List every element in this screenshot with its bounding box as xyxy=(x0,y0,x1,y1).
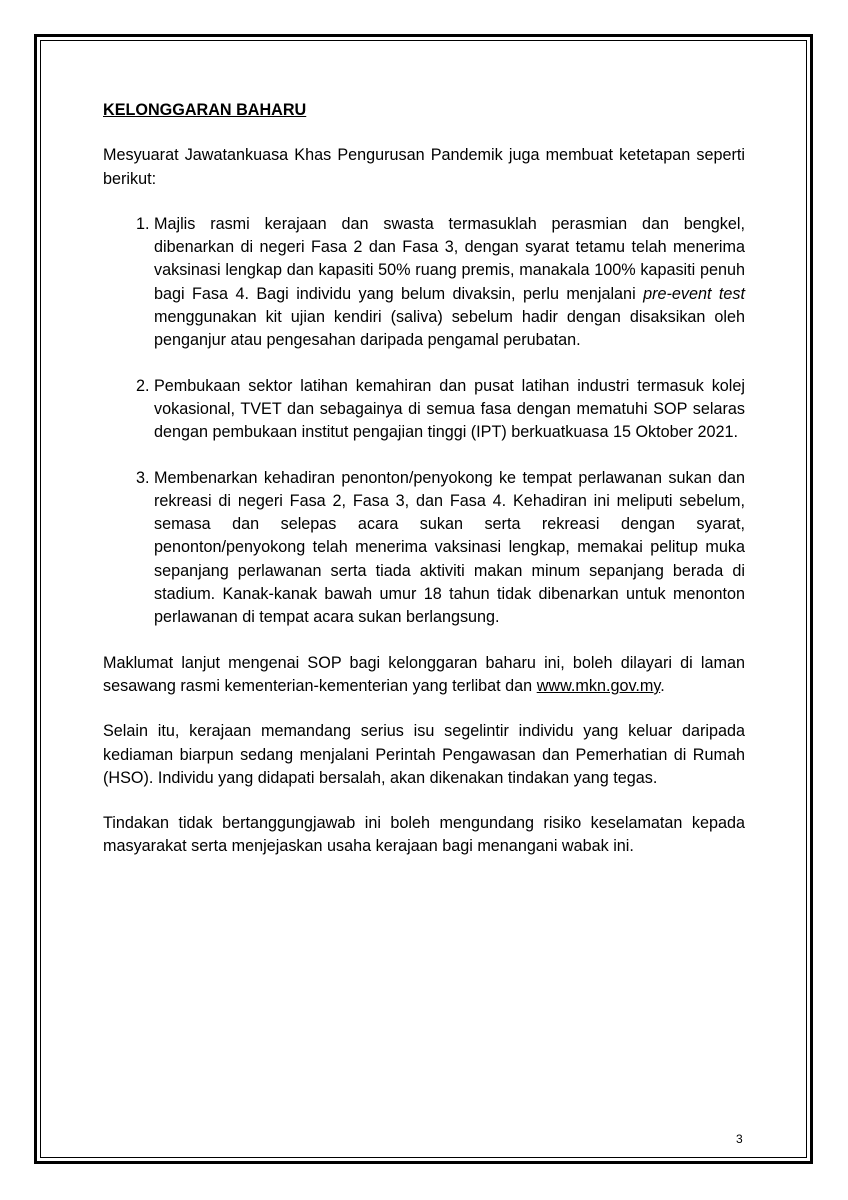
list-item-text: Majlis rasmi kerajaan dan swasta termasuklah perasmian dan bengkel, dibenarkan di negeri Fasa 2 dan Fasa 3, dengan syarat tetamu telah menerima vaksinasi lengkap dan kapasiti 50% ruang premis, manakala 100% kapasiti penuh bagi Fasa 4. Bagi individu yang belum divaksin, perlu menjalani xyxy=(154,214,745,303)
info-paragraph xyxy=(103,652,745,699)
list-item xyxy=(154,467,745,630)
list-item-text: Pembukaan sektor latihan kemahiran dan pusat latihan industri termasuk kolej vokasional, TVET dan sebagainya di semua fasa dengan mematuhi SOP selaras dengan pembukaan institut pengajian tinggi (IPT) berkuatkuasa 15 Oktober 2021. xyxy=(154,376,745,442)
list-item-text: Membenarkan kehadiran penonton/penyokong ke tempat perlawanan sukan dan rekreasi di negeri Fasa 2, Fasa 3, dan Fasa 4. Kehadiran ini meliputi sebelum, semasa dan selepas acara sukan serta rekreasi dengan syarat, penonton/penyokong telah menerima vaksinasi lengkap, memakai pelitup muka sepanjang perlawanan serta tiada aktiviti makan minum sepanjang berada di stadium. Kanak-kanak bawah umur 18 tahun tidak dibenarkan untuk menonton perlawanan di tempat acara sukan berlangsung. xyxy=(154,468,745,627)
page-number: 3 xyxy=(736,1132,743,1146)
list-item-italic-text: pre-event test xyxy=(643,284,745,303)
document-body xyxy=(103,99,745,881)
mkn-website-link[interactable]: www.mkn.gov.my xyxy=(536,676,661,695)
list-item-text: menggunakan kit ujian kendiri (saliva) sebelum hadir dengan disaksikan oleh penganjur atau pengesahan daripada pengamal perubatan. xyxy=(154,308,745,350)
info-paragraph-text: Maklumat lanjut mengenai SOP bagi kelonggaran baharu ini, boleh dilayari di laman sesawang rasmi kementerian-kementerian yang terlibat dan xyxy=(103,653,745,695)
intro-paragraph: Mesyuarat Jawatankuasa Khas Pengurusan Pandemik juga membuat ketetapan seperti berikut: xyxy=(103,146,745,188)
list-item xyxy=(154,375,745,445)
info-paragraph-suffix: . xyxy=(660,676,665,695)
hso-paragraph: Selain itu, kerajaan memandang serius isu segelintir individu yang keluar daripada kediaman biarpun sedang menjalani Perintah Pengawasan dan Pemerhatian di Rumah (HSO). Individu yang didapati bersalah, akan dikenakan tindakan yang tegas. xyxy=(103,722,745,787)
risk-paragraph: Tindakan tidak bertanggungjawab ini boleh mengundang risiko keselamatan kepada masyarakat serta menjejaskan usaha kerajaan bagi menangani wabak ini. xyxy=(103,814,745,856)
relaxation-list xyxy=(103,213,745,630)
list-item xyxy=(154,213,745,353)
section-heading: KELONGGARAN BAHARU xyxy=(103,101,307,119)
